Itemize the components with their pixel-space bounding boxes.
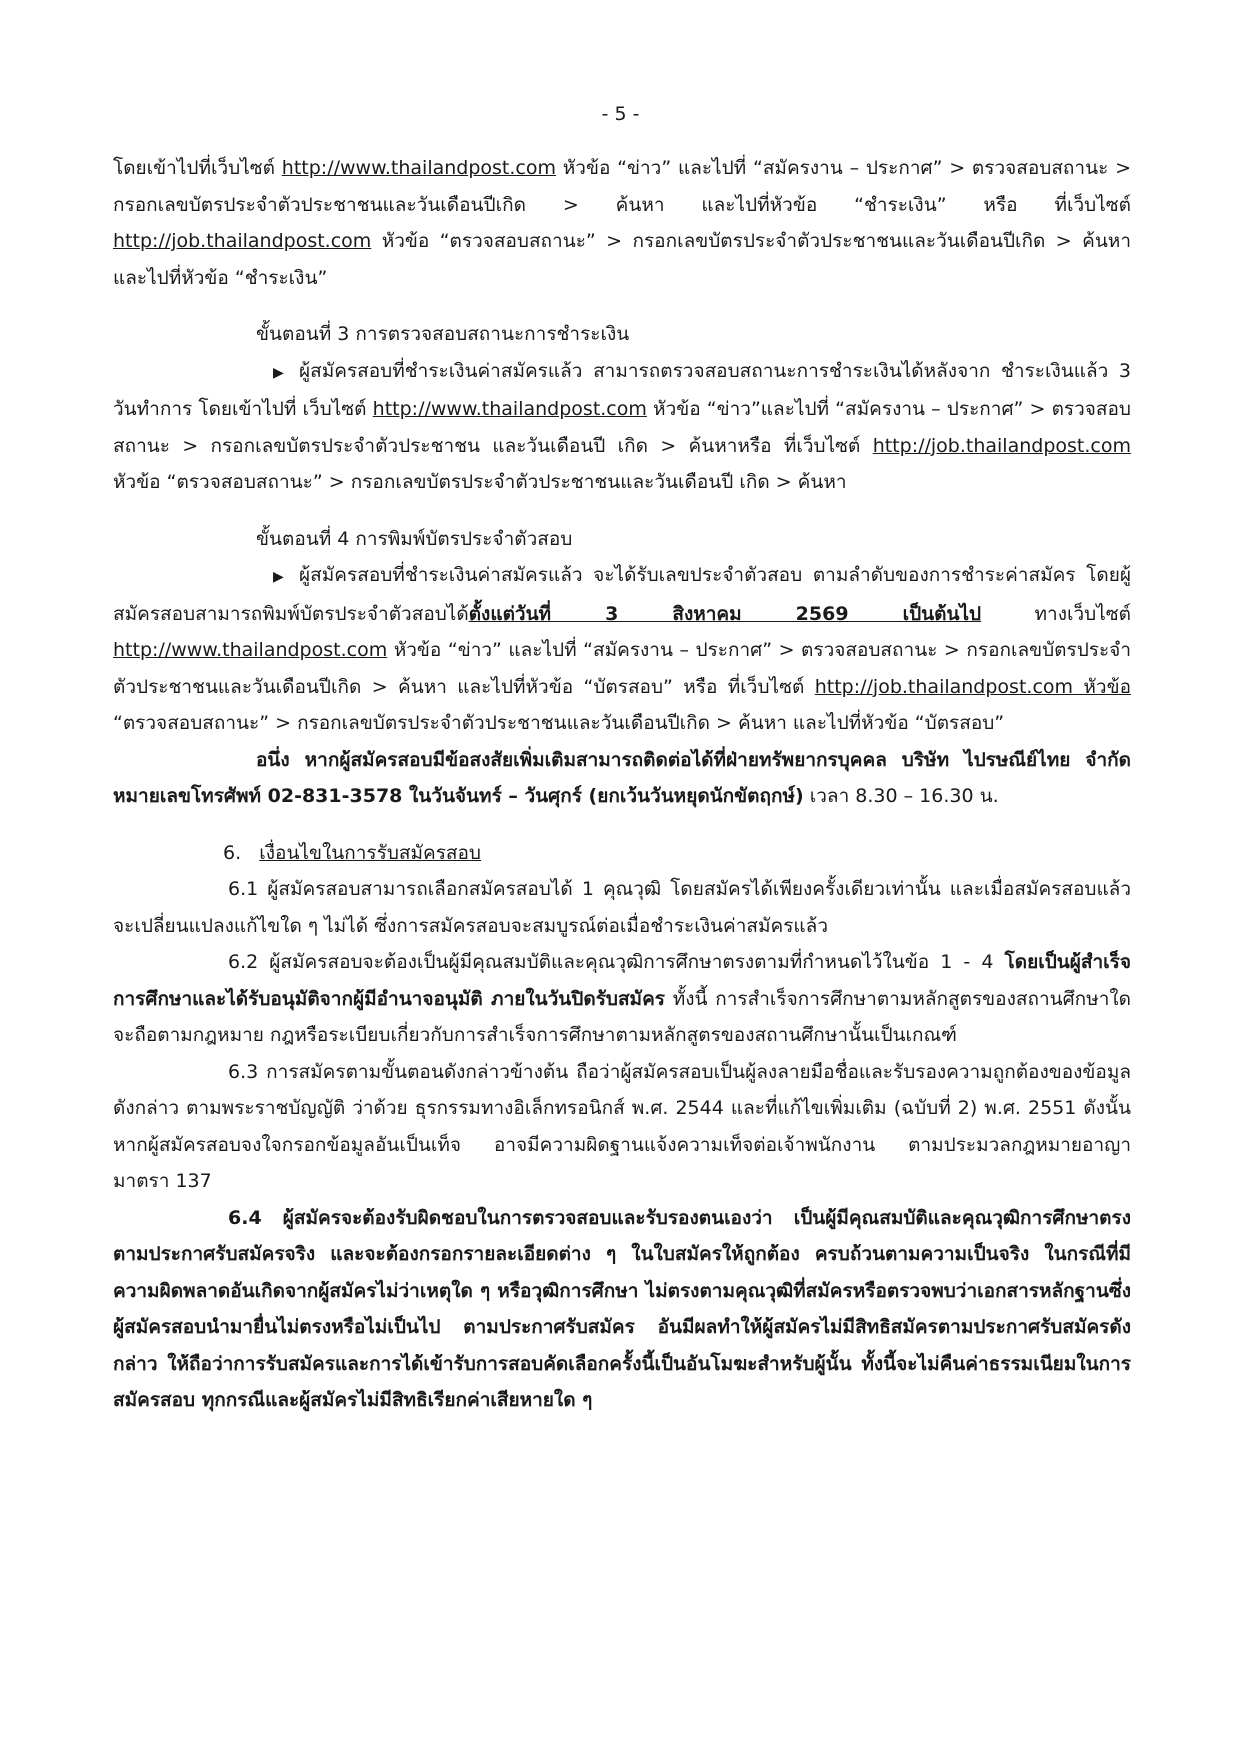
step4-text-3: หัวข้อ “ข่าว” และไปที่ “สมัครงาน – ประกาศ” > ตรวจสอบสถานะ > กรอกเลขบัตรประจำตัวประชาชนและวันเดือนปีเกิด > ค้นหา และไปที่หัวข้อ “บัตรสอบ” หรือ ที่เว็บไซต์ (113, 639, 1131, 698)
step3-text-2: หัวข้อ “ข่าว”และไปที่ “สมัครงาน – ประกาศ” > ตรวจสอบสถานะ > กรอกเลขบัตรประจำตัวประชาชน และวันเดือนปี เกิด > ค้นหาหรือ ที่เว็บไซต์ (113, 398, 1131, 457)
step3-heading: ขั้นตอนที่ 3 การตรวจสอบสถานะการชำระเงิน (256, 323, 630, 345)
step3-paragraph (113, 353, 1131, 501)
item-6-3: 6.3 การสมัครตามขั้นตอนดังกล่าวข้างต้น ถือว่าผู้สมัครสอบเป็นผู้ลงลายมือชื่อและรับรองความถูกต้องของข้อมูลดังกล่าว ตามพระราชบัญญัติ ว่าด้วย ธุรกรรมทางอิเล็กทรอนิกส์ พ.ศ. 2544 และที่แก้ไขเพิ่มเติม (ฉบับที่ 2) พ.ศ. 2551 ดังนั้น หากผู้สมัครสอบจงใจกรอกข้อมูลอันเป็นเท็จ อาจมีความผิดฐานแจ้งความเท็จต่อเจ้าพนักงาน ตามประมวลกฎหมายอาญา มาตรา 137 (113, 1060, 1131, 1192)
intro-text-2: หัวข้อ “ข่าว” และไปที่ “สมัครงาน – ประกาศ” > ตรวจสอบสถานะ > กรอกเลขบัตรประจำตัวประชาชนและวันเดือนปีเกิด > ค้นหา และไปที่หัวข้อ “ชำระเงิน” หรือ ที่เว็บไซต์ (113, 157, 1131, 216)
contact-paragraph (113, 742, 1131, 815)
step4-text-2: ทางเว็บไซต์ (981, 602, 1131, 625)
step4-date-highlight: ตั้งแต่วันที่ 3 สิงหาคม 2569 เป็นต้นไป (468, 602, 982, 625)
triangle-bullet-icon: ▶ (273, 569, 289, 585)
step4-link-job[interactable]: http://job.thailandpost.com หัวข้อ (814, 675, 1132, 698)
section6-heading (223, 835, 1131, 872)
triangle-bullet-icon: ▶ (273, 364, 289, 381)
item62-text-1: 6.2 ผู้สมัครสอบจะต้องเป็นผู้มีคุณสมบัติและคุณวุฒิการศึกษาตรงตามที่กำหนดไว้ในข้อ 1 - 4 (228, 951, 1005, 973)
intro-paragraph (113, 150, 1131, 296)
document-body (113, 150, 1131, 1419)
item-6-2 (113, 944, 1131, 1054)
item-6-1: 6.1 ผู้สมัครสอบสามารถเลือกสมัครสอบได้ 1 คุณวุฒิ โดยสมัครได้เพียงครั้งเดียวเท่านั้น และเมื่อสมัครสอบแล้วจะเปลี่ยนแปลงแก้ไขใด ๆ ไม่ได้ ซึ่งการสมัครสอบจะสมบูรณ์ต่อเมื่อชำระเงินค่าสมัครแล้ว (113, 878, 1131, 937)
intro-link-job[interactable]: http://job.thailandpost.com (113, 230, 372, 252)
item62-bold: โดยเป็นผู้สำเร็จการศึกษาและได้รับอนุมัติจากผู้มีอำนาจอนุมัติ ภายในวันปิดรับสมัคร (113, 951, 1131, 1010)
step3-link-thailandpost[interactable]: http://www.thailandpost.com (372, 398, 647, 420)
intro-text-1: โดยเข้าไปที่เว็บไซต์ (113, 157, 282, 179)
step4-text-1: ผู้สมัครสอบที่ชำระเงินค่าสมัครแล้ว จะได้รับเลขประจำตัวสอบ ตามลำดับของการชำระค่าสมัคร โดยผู้สมัครสอบสามารถพิมพ์บัตรประจำตัวสอบได้ (113, 564, 1131, 625)
step4-heading: ขั้นตอนที่ 4 การพิมพ์บัตรประจำตัวสอบ (256, 527, 573, 550)
contact-bold-text: อนึ่ง หากผู้สมัครสอบมีข้อสงสัยเพิ่มเติมสามารถติดต่อได้ที่ฝ่ายทรัพยากรบุคคล บริษัท ไปรษณีย์ไทย จำกัด หมายเลขโทรศัพท์ 02-831-3578 ในวันจันทร์ – วันศุกร์ (ยกเว้นวันหยุดนักขัตฤกษ์) (113, 748, 1131, 807)
step3-text-3: หัวข้อ “ตรวจสอบสถานะ” > กรอกเลขบัตรประจำตัวประชาชนและวันเดือนปี เกิด > ค้นหา (113, 471, 847, 493)
intro-link-thailandpost[interactable]: http://www.thailandpost.com (281, 157, 556, 179)
step3-link-job[interactable]: http://job.thailandpost.com (872, 434, 1131, 457)
intro-text-3: หัวข้อ “ตรวจสอบสถานะ” > กรอกเลขบัตรประจำตัวประชาชนและวันเดือนปีเกิด > ค้นหา และไปที่หัวข้อ “ชำระเงิน” (113, 230, 1131, 289)
page-number: - 5 - (601, 103, 640, 125)
step3-text-1: ผู้สมัครสอบที่ชำระเงินค่าสมัครแล้ว สามารถตรวจสอบสถานะการชำระเงินได้หลังจาก ชำระเงินแล้ว 3 วันทำการ โดยเข้าไปที่ เว็บไซต์ (113, 359, 1131, 420)
item62-text-2: ทั้งนี้ การสำเร็จการศึกษาตามหลักสูตรของสถานศึกษาใดจะถือตามกฎหมาย กฎหรือระเบียบเกี่ยวกับการสำเร็จการศึกษาตามหลักสูตรของสถานศึกษานั้นเป็นเกณฑ์ (113, 987, 1131, 1046)
step4-paragraph (113, 557, 1131, 742)
item-6-4: 6.4 ผู้สมัครจะต้องรับผิดชอบในการตรวจสอบและรับรองตนเองว่า เป็นผู้มีคุณสมบัติและคุณวุฒิการศึกษาตรงตามประกาศรับสมัครจริง และจะต้องกรอกรายละเอียดต่าง ๆ ในใบสมัครให้ถูกต้อง ครบถ้วนตามความเป็นจริง ในกรณีที่มีความผิดพลาดอันเกิดจากผู้สมัครไม่ว่าเหตุใด ๆ หรือวุฒิการศึกษา ไม่ตรงตามคุณวุฒิที่สมัครหรือตรวจพบว่าเอกสารหลักฐานซึ่งผู้สมัครสอบนำมายื่นไม่ตรงหรือไม่เป็นไป ตามประกาศรับสมัคร อันมีผลทำให้ผู้สมัครไม่มีสิทธิสมัครตามประกาศรับสมัครดังกล่าว ให้ถือว่าการรับสมัครและการได้เข้ารับการสอบคัดเลือกครั้งนี้เป็นอันโมฆะสำหรับผู้นั้น ทั้งนี้จะไม่คืนค่าธรรมเนียมในการสมัครสอบ ทุกกรณีและผู้สมัครไม่มีสิทธิเรียกค่าเสียหายใด ๆ (113, 1206, 1131, 1411)
contact-hours: เวลา 8.30 – 16.30 น. (803, 785, 999, 807)
step4-text-4: “ตรวจสอบสถานะ” > กรอกเลขบัตรประจำตัวประชาชนและวันเดือนปีเกิด > ค้นหา และไปที่หัวข้อ “บัตรสอบ” (113, 712, 1005, 734)
section6-title: เงื่อนไขในการรับสมัครสอบ (259, 841, 481, 864)
step4-link-thailandpost[interactable]: http://www.thailandpost.com (113, 639, 388, 661)
section6-number: 6. (223, 841, 242, 864)
